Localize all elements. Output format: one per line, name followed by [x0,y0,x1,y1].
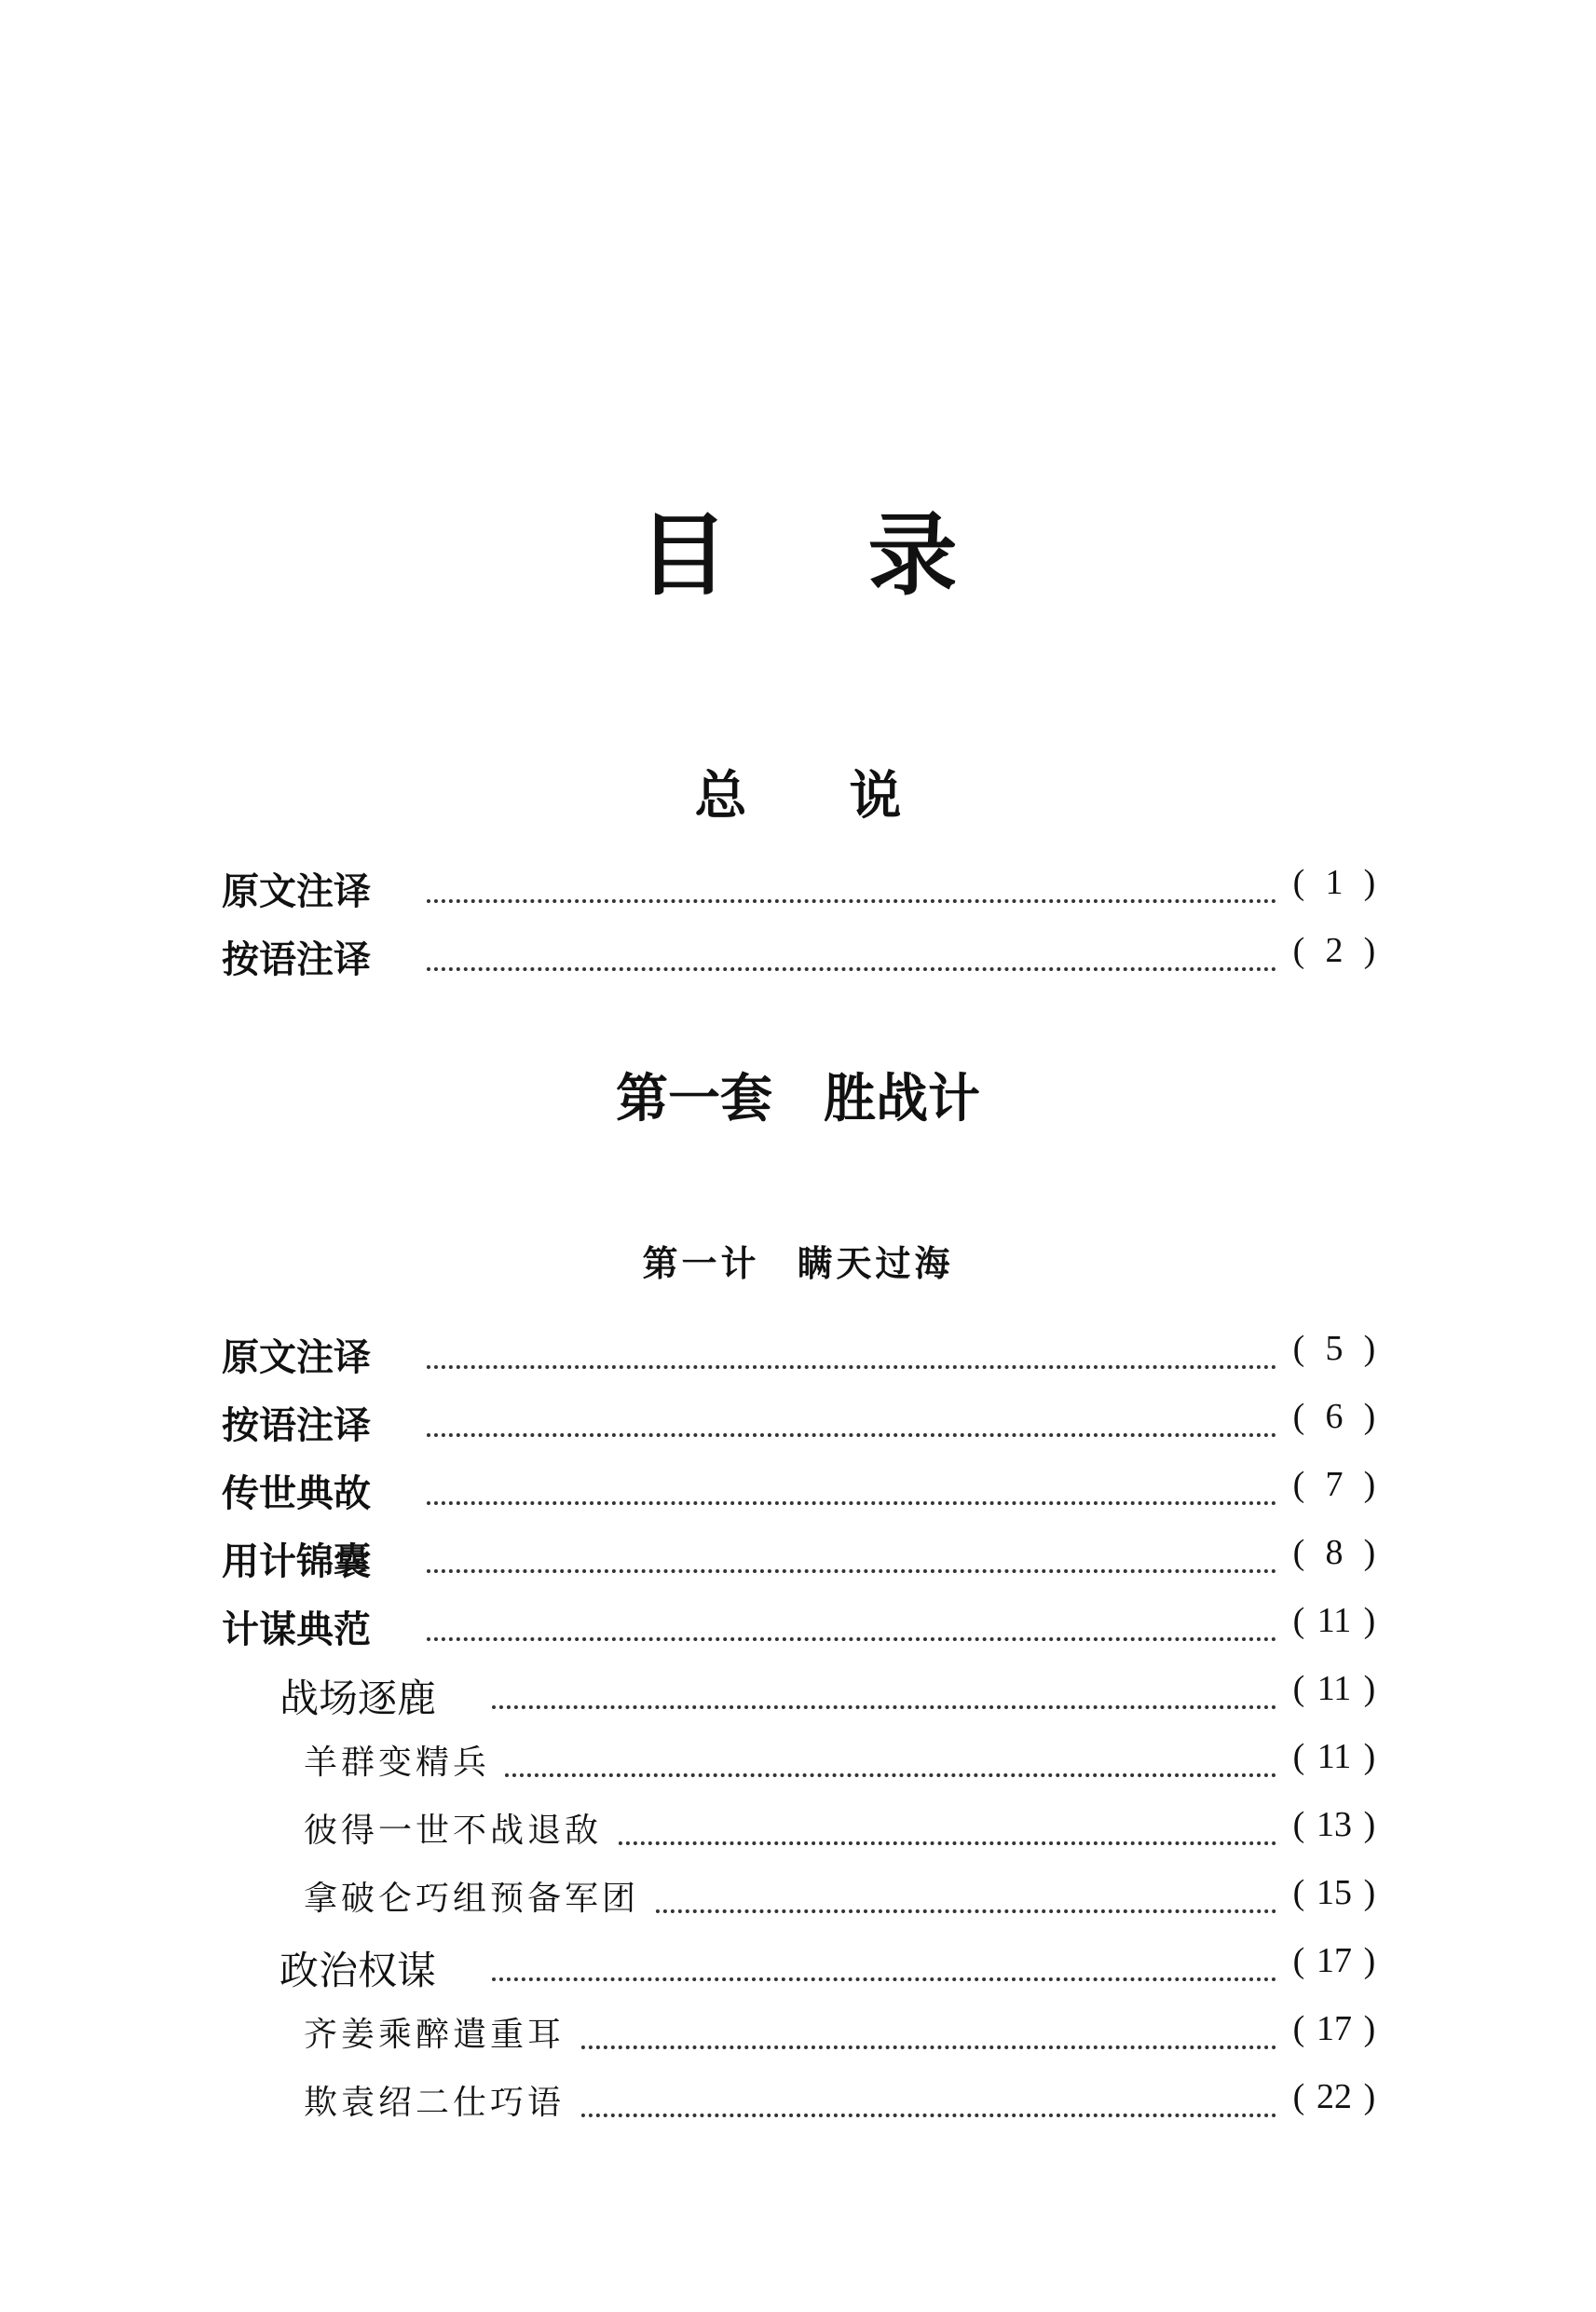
toc-entry[interactable] [222,1328,1386,1384]
toc-entry[interactable] [222,1396,1386,1452]
toc-leader-dots [427,1313,1276,1369]
subsection-heading-plan1 [0,1235,1596,1286]
toc-entry[interactable] [222,2076,1386,2132]
toc-entry[interactable] [222,1464,1386,1520]
toc-entry[interactable] [222,1804,1386,1860]
toc-entry-label: 彼得一世不战退敌 [304,1804,615,1852]
toc-entry-page: ( 7 ) [1292,1465,1376,1504]
toc-leader-dots [483,1721,1276,1777]
toc-entry-label: 欺袁绍二仕巧语 [304,2076,578,2124]
toc-leader-dots [427,847,1276,903]
toc-entry-page: ( 2 ) [1292,931,1376,970]
section-heading-overview-char-1: 总 [694,765,747,827]
toc-entry[interactable] [222,1532,1386,1588]
toc-entry[interactable] [222,1668,1386,1724]
section-heading-set1 [0,1058,1596,1132]
toc-leader-dots [427,1449,1276,1505]
toc-entry-page: ( 6 ) [1292,1397,1376,1436]
page-title-char-1: 目 [638,502,729,608]
toc-entry-label: 战场逐鹿 [280,1668,449,1724]
toc-leader-dots [566,1993,1276,2049]
toc-entry-label: 政治权谋 [280,1940,449,1996]
toc-leader-dots [492,1925,1276,1981]
toc-entry-label: 原文注译 [222,862,384,915]
toc-leader-dots [427,915,1276,971]
toc-leader-dots [604,1789,1276,1845]
toc-leader-dots [427,1381,1276,1437]
toc-entry-page: ( 22 ) [1292,2077,1376,2116]
toc-entry-page: ( 11 ) [1292,1669,1376,1708]
toc-entry-label: 原文注译 [222,1328,384,1381]
toc-entry-page: ( 1 ) [1292,863,1376,902]
section-heading-overview-char-2: 说 [849,765,902,827]
toc-leader-dots [641,1857,1276,1913]
toc-entry-label: 按语注译 [222,930,384,983]
toc-entry-page: ( 13 ) [1292,1805,1376,1844]
section-heading-set1-left: 第一套 [616,1068,772,1129]
toc-entry-page: ( 11 ) [1292,1601,1376,1640]
toc-leader-dots [427,1585,1276,1641]
toc-entry[interactable] [222,1872,1386,1928]
section-heading-set1-right: 胜战计 [824,1068,980,1129]
toc-entry[interactable] [222,1600,1386,1656]
toc-entry-label: 计谋典范 [222,1600,384,1653]
toc-entry-label: 拿破仑巧组预备军团 [304,1872,652,1920]
section-heading-overview [0,755,1596,829]
page-title [0,485,1596,612]
toc-entry[interactable] [222,862,1386,918]
subsection-heading-plan1-left: 第一计 [642,1242,760,1284]
toc-leader-dots [566,2061,1276,2117]
toc-entry-page: ( 17 ) [1292,2009,1376,2048]
subsection-heading-plan1-right: 瞒天过海 [797,1242,954,1284]
toc-entry-page: ( 15 ) [1292,1873,1376,1912]
toc-entry-label: 羊群变精兵 [304,1736,503,1784]
toc-entry[interactable] [222,1940,1386,1996]
toc-entry-page: ( 8 ) [1292,1533,1376,1572]
toc-entry-label: 传世典故 [222,1464,384,1517]
toc-entry[interactable] [222,2008,1386,2064]
toc-leader-dots [427,1517,1276,1573]
toc-entry[interactable] [222,1736,1386,1792]
page-title-char-2: 录 [867,502,958,608]
toc-entry[interactable] [222,930,1386,986]
toc-entry-page: ( 5 ) [1292,1329,1376,1368]
toc-entry-page: ( 11 ) [1292,1737,1376,1776]
toc-entry-label: 按语注译 [222,1396,384,1449]
toc-entry-label: 齐姜乘醉遣重耳 [304,2008,578,2056]
toc-leader-dots [492,1653,1276,1709]
toc-entry-label: 用计锦囊 [222,1532,384,1585]
toc-entry-page: ( 17 ) [1292,1941,1376,1980]
